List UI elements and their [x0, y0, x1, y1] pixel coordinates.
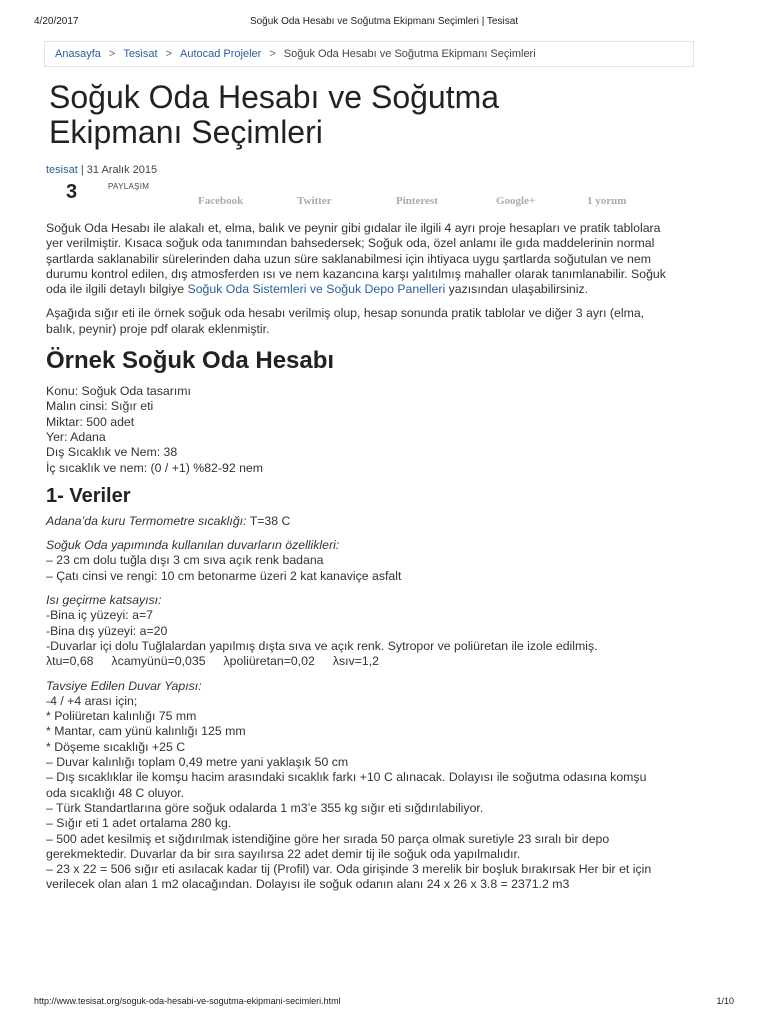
facebook-share-button[interactable]: Facebook [198, 195, 244, 207]
intro-text: Soğuk Oda Hesabı ile alakalı et, elma, balık ve peynir gibi gıdalar ile ilgili 4 ayrı proje hesapları ve pratik tablolara yer verilmiştir. Kısaca soğuk oda tanımından bahsedersek; Soğuk oda, özel anlamı ile gıda maddelerinin normal şartlarda saklanabilir sürelerinden daha uzun süre saklanabilmesi için ihtiyaca uygu şartlarda soğutulan ve nem durumu kontrol edilen, dış atmosferden ısı ve nem kazancına karşı yalıtılmış mahaller olarak tanımlanabilir. Soğuk oda ile ilgili detaylı bilgiye [46, 221, 666, 297]
wall-structure-label: Tavsiye Edilen Duvar Yapısı: [46, 678, 202, 693]
share-count: 3 [66, 181, 78, 203]
google-plus-share-button[interactable]: Google+ [496, 195, 536, 207]
temperature-label: Adana’da kuru Termometre sıcaklığı: [46, 513, 247, 528]
breadcrumb-autocad-link[interactable]: Autocad Projeler [180, 48, 262, 60]
print-title: Soğuk Oda Hesabı ve Soğutma Ekipmanı Seçimleri | Tesisat [249, 16, 519, 27]
breadcrumb-separator: > [269, 48, 276, 60]
info-line: İç sıcaklık ve nem: (0 / +1) %82-92 nem [46, 460, 263, 475]
print-url: http://www.tesisat.org/soguk-oda-hesabi-ve-sogutma-ekipmani-secimleri.html [34, 996, 341, 1006]
info-line: Miktar: 500 adet [46, 414, 135, 429]
pinterest-share-button[interactable]: Pinterest [396, 195, 438, 207]
wall-structure-line: * Poliüretan kalınlığı 75 mm [46, 709, 197, 724]
example-heading: Örnek Soğuk Oda Hesabı [46, 347, 335, 375]
wall-structure-line: – Dış sıcaklıklar ile komşu hacim arasındaki sıcaklık farkı +10 C alınacak. Dolayısı ile soğutma odasına komşu oda sıcaklığı 48 C oluyor. [46, 770, 647, 800]
lambda-value: λpoliüretan=0,02 [223, 654, 315, 669]
soguk-oda-sistemleri-link[interactable]: Soğuk Oda Sistemleri ve Soğuk Depo Panelleri [187, 282, 446, 297]
article-content [46, 221, 666, 893]
print-footer [34, 996, 734, 1010]
author-link[interactable]: tesisat [46, 164, 78, 176]
article-meta [46, 164, 157, 176]
lambda-value: λtu=0,68 [46, 654, 94, 669]
intro-tail: yazısından ulaşabilirsiniz. [448, 282, 589, 297]
wall-structure-line: – Sığır eti 1 adet ortalama 280 kg. [46, 816, 232, 831]
wall-structure-line: -4 / +4 arası için; [46, 693, 138, 708]
breadcrumb [44, 41, 694, 67]
wall-structure-line: – Türk Standartlarına göre soğuk odalarda 1 m3’e 355 kg sığır eti sığdırılabiliyor. [46, 800, 484, 815]
wall-properties-label: Soğuk Oda yapımında kullanılan duvarların özellikleri: [46, 538, 340, 553]
wall-structure-line: * Döşeme sıcaklığı +25 C [46, 739, 186, 754]
heat-line: -Duvarlar içi dolu Tuğlalardan yapılmış dışta sıva ve açık renk. Sytropor ve poliüretan ile izole edilmiş. [46, 638, 598, 653]
comments-link[interactable]: 1 yorum [587, 195, 627, 207]
wall-structure-line: * Mantar, cam yünü kalınlığı 125 mm [46, 724, 246, 739]
twitter-share-button[interactable]: Twitter [297, 195, 332, 207]
wall-structure-line: – 23 x 22 = 506 sığır eti asılacak kadar tij (Profil) var. Oda girişinde 3 merelik bir boşluk bırakırsak Her bir et için verilecek olan alan 1 m2 olacağından. Dolayısı ile soğuk odanın alanı 24 x 26 x 3.8 = 2371.2 m3 [46, 862, 652, 892]
breadcrumb-home-link[interactable]: Anasayfa [55, 48, 101, 60]
page-title-line1: Soğuk Oda Hesabı ve Soğutma [49, 79, 500, 115]
print-header [34, 16, 734, 30]
article-date: | 31 Aralık 2015 [80, 164, 158, 176]
breadcrumb-separator: > [108, 48, 116, 60]
intro-paragraph [46, 221, 666, 297]
heat-coefficient-label: Isı geçirme katsayısı: [46, 593, 162, 608]
wall-structure-line: – Duvar kalınlığı toplam 0,49 metre yani yaklaşık 50 cm [46, 755, 349, 770]
info-line: Dış Sıcaklık ve Nem: 38 [46, 445, 178, 460]
page-title-line2: Ekipmanı Seçimleri [49, 114, 323, 150]
share-label: PAYLAŞIM [108, 182, 150, 191]
breadcrumb-current: Soğuk Oda Hesabı ve Soğutma Ekipmanı Seçimleri [283, 48, 536, 60]
wall-property-line: – Çatı cinsi ve rengi: 10 cm betonarme üzeri 2 kat kanaviçe asfalt [46, 568, 402, 583]
print-date: 4/20/2017 [34, 16, 79, 27]
breadcrumb-tesisat-link[interactable]: Tesisat [123, 48, 158, 60]
info-line: Konu: Soğuk Oda tasarımı [46, 384, 191, 399]
second-paragraph: Aşağıda sığır eti ile örnek soğuk oda hesabı verilmiş olup, hesap sonunda pratik tablolar ve diğer 3 ayrı (elma, balık, peynir) proje pdf olarak eklenmiştir. [46, 306, 645, 336]
temperature-line [46, 514, 666, 529]
info-line: Yer: Adana [46, 429, 106, 444]
data-heading: 1- Veriler [46, 484, 131, 507]
breadcrumb-separator: > [165, 48, 172, 60]
info-line: Malın cinsi: Sığır eti [46, 399, 154, 414]
heat-line: -Bina iç yüzeyi: a=7 [46, 608, 153, 623]
temperature-value: T=38 C [249, 513, 291, 528]
lambda-value: λcamyünü=0,035 [111, 654, 206, 669]
wall-structure-line: – 500 adet kesilmiş et sığdırılmak istendiğine göre her sırada 50 parça olmak suretiyle 23 sıralı bir depo gerekmektedir. Duvarlar da bir sıra sayılırsa 22 adet demir tij ile soğuk oda yapılmalıdır. [46, 831, 610, 861]
page-title [49, 80, 709, 150]
lambda-values [46, 654, 666, 669]
page-number: 1/10 [716, 996, 734, 1006]
lambda-value: λsıv=1,2 [332, 654, 379, 669]
wall-property-line: – 23 cm dolu tuğla dışı 3 cm sıva açık renk badana [46, 553, 324, 568]
heat-line: -Bina dış yüzeyi: a=20 [46, 623, 168, 638]
